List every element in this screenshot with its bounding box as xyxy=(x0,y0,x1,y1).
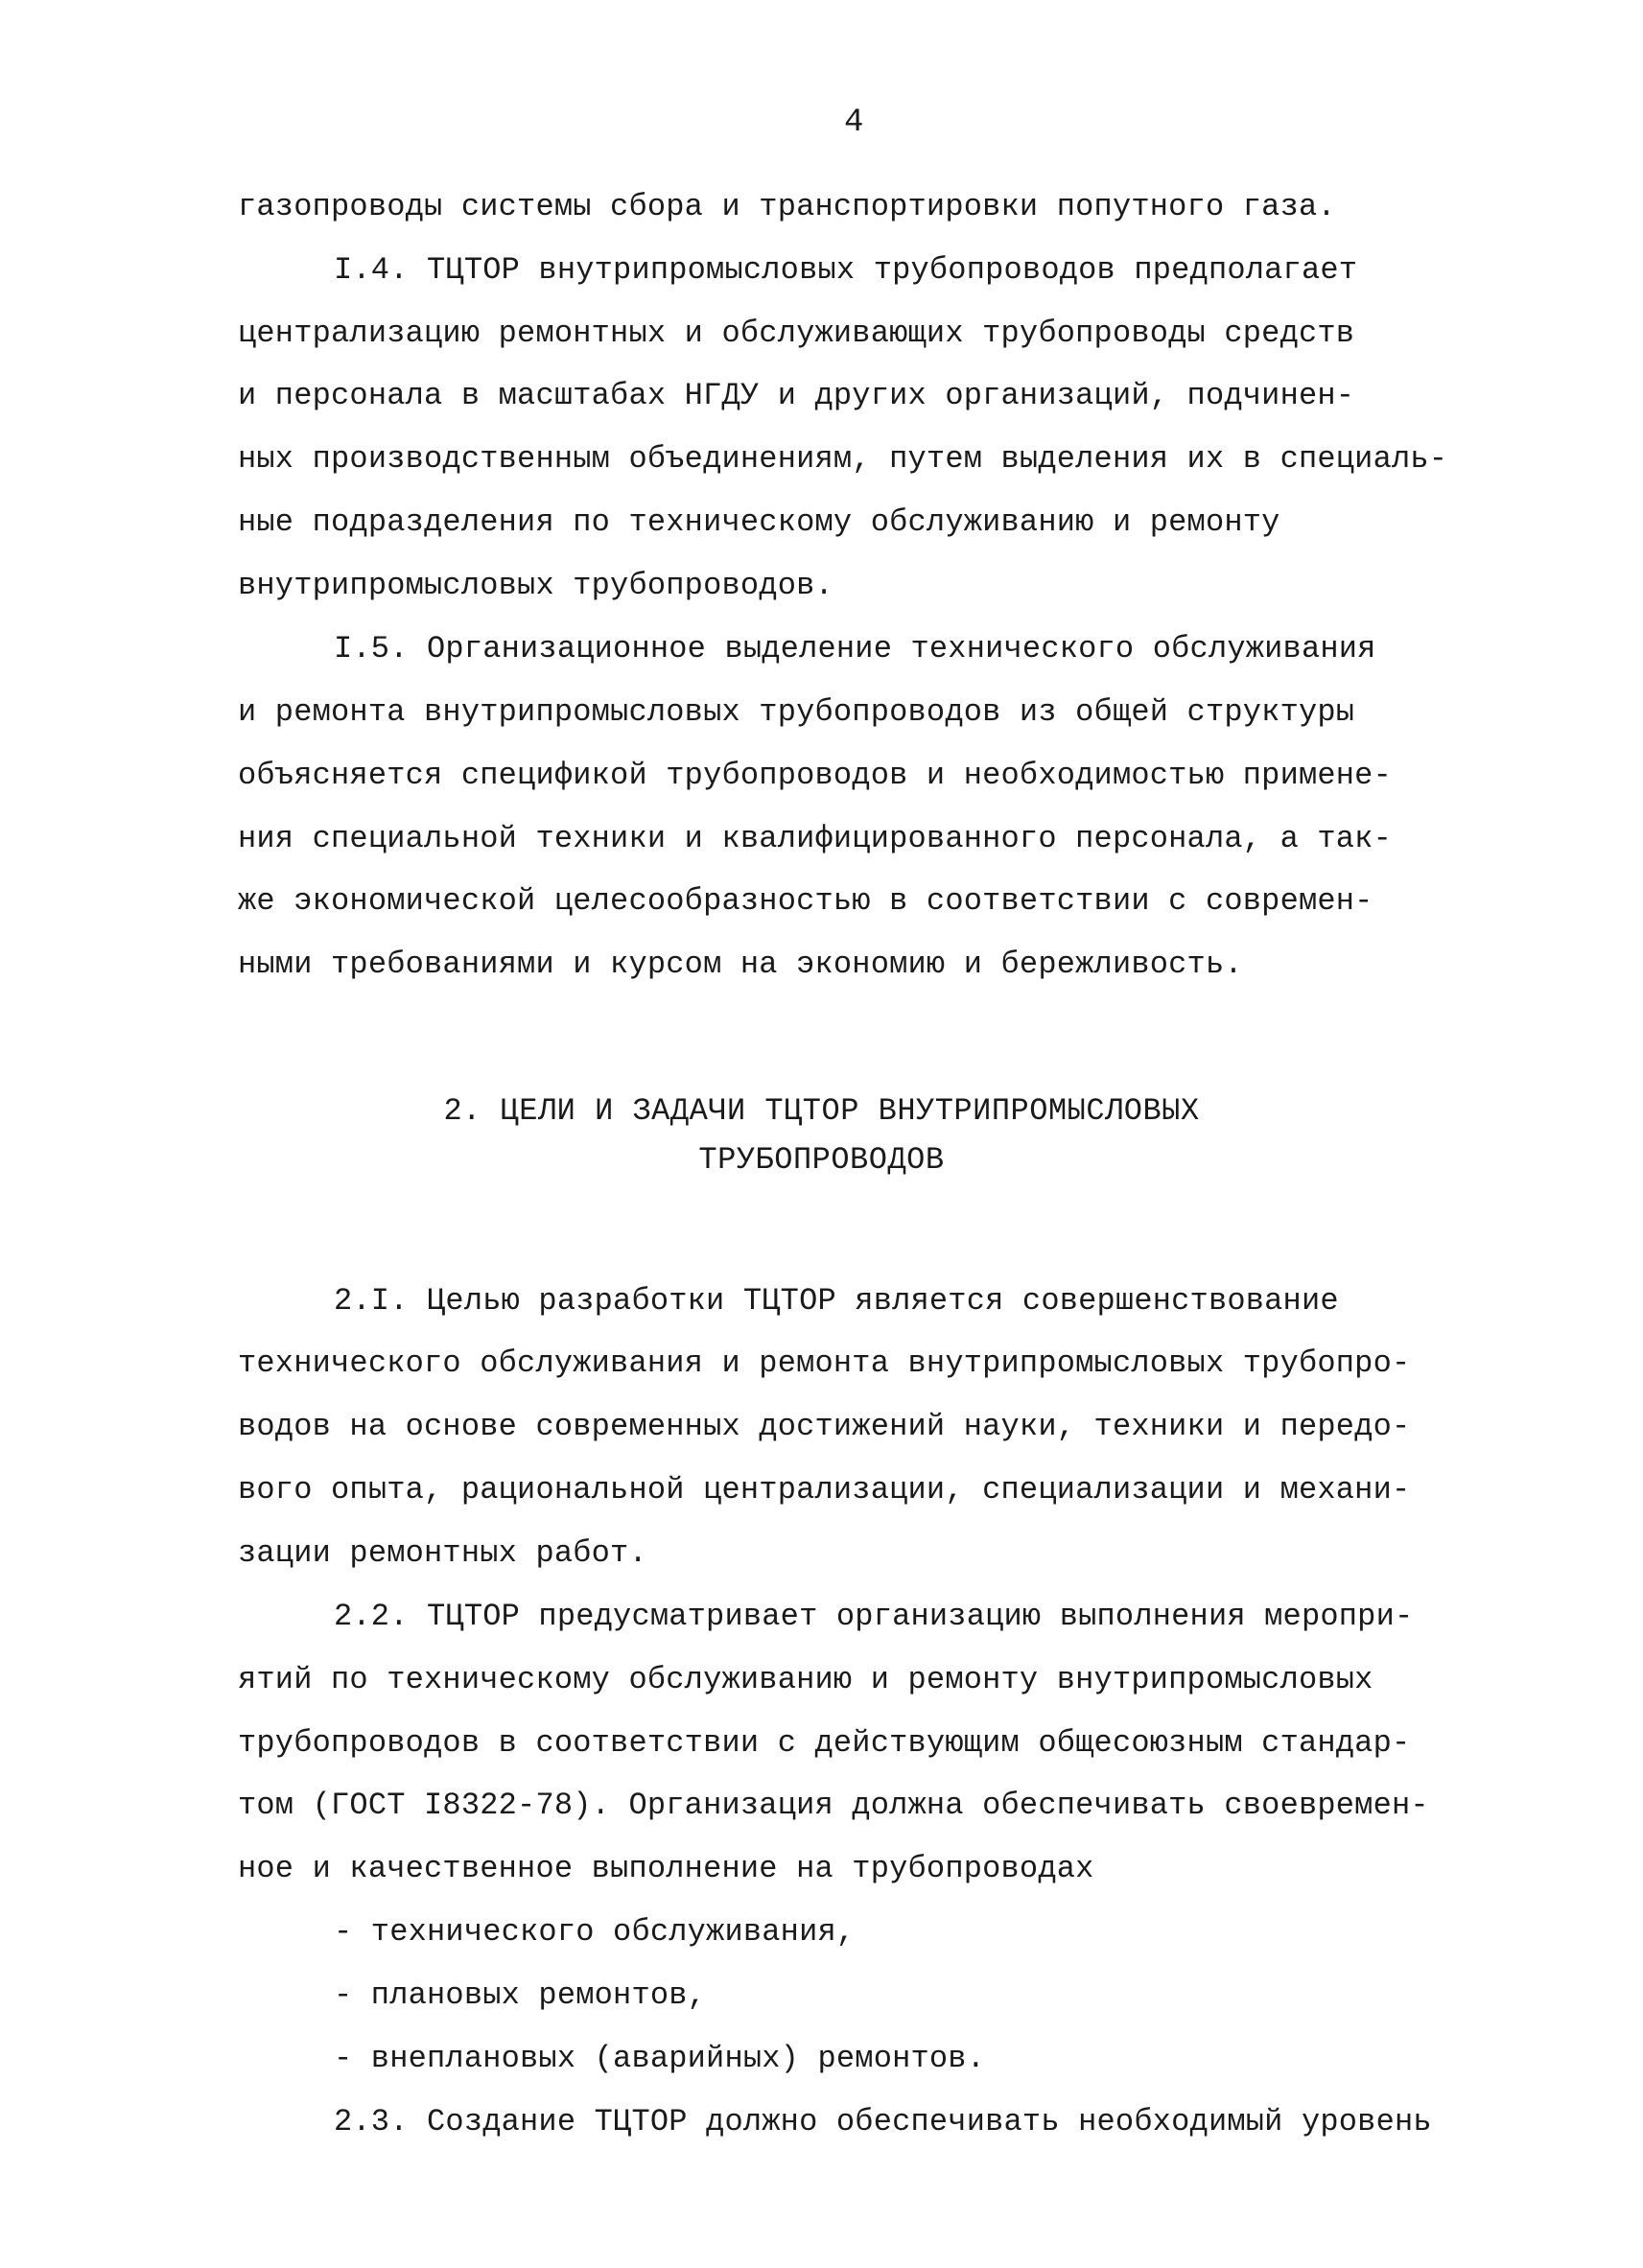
paragraph-2-1-line: водов на основе современных достижений науки, техники и передо- xyxy=(238,1409,1411,1444)
list-item: - внеплановых (аварийных) ремонтов. xyxy=(334,2041,986,2076)
list-item: - плановых ремонтов, xyxy=(334,1977,707,2013)
text-line: газопроводы системы сбора и транспортировки попутного газа. xyxy=(238,189,1336,224)
paragraph-2-3-line: 2.3. Создание ТЦТОР должно обеспечивать необходимый уровень xyxy=(334,2104,1432,2139)
paragraph-2-1-line: 2.I. Целью разработки ТЦТОР является совершенствование xyxy=(334,1283,1339,1319)
paragraph-2-1-line: технического обслуживания и ремонта внутрипромысловых трубопро- xyxy=(238,1345,1411,1381)
paragraph-1-4-line: I.4. ТЦТОР внутрипромысловых трубопроводов предполагает xyxy=(334,252,1358,288)
section-heading-line: ТРУБОПРОВОДОВ xyxy=(698,1142,945,1178)
paragraph-1-5-line: ными требованиями и курсом на экономию и бережливость. xyxy=(238,947,1243,982)
paragraph-1-5-line: ния специальной техники и квалифицированного персонала, а так- xyxy=(238,821,1392,856)
paragraph-2-2-line: 2.2. ТЦТОР предусматривает организацию выполнения меропри- xyxy=(334,1599,1414,1634)
paragraph-1-4-line: централизацию ремонтных и обслуживающих трубопроводы средств xyxy=(238,316,1355,351)
paragraph-2-1-line: вого опыта, рациональной централизации, специализации и механи- xyxy=(238,1472,1411,1508)
paragraph-2-2-line: трубопроводов в соответствии с действующим общесоюзным стандар- xyxy=(238,1725,1411,1761)
paragraph-1-4-line: ных производственным объединениям, путем выделения их в специаль- xyxy=(238,441,1448,477)
paragraph-2-1-line: зации ремонтных работ. xyxy=(238,1535,647,1571)
section-heading-line: 2. ЦЕЛИ И ЗАДАЧИ ТЦТОР ВНУТРИПРОМЫСЛОВЫХ xyxy=(443,1093,1200,1129)
paragraph-2-2-line: том (ГОСТ I8322-78). Организация должна обеспечивать своевремен- xyxy=(238,1788,1429,1823)
paragraph-1-5-line: I.5. Организационное выделение технического обслуживания xyxy=(334,631,1376,666)
paragraph-2-2-line: ятий по техническому обслуживанию и ремонту внутрипромысловых xyxy=(238,1662,1373,1697)
list-item: - технического обслуживания, xyxy=(334,1914,856,1950)
paragraph-1-5-line: и ремонта внутрипромысловых трубопроводов из общей структуры xyxy=(238,694,1355,730)
paragraph-2-2-line: ное и качественное выполнение на трубопроводах xyxy=(238,1851,1094,1886)
paragraph-1-5-line: объясняется спецификой трубопроводов и необходимостью примене- xyxy=(238,758,1392,793)
page-number: 4 xyxy=(844,105,864,141)
paragraph-1-4-line: ные подразделения по техническому обслуживанию и ремонту xyxy=(238,504,1280,540)
paragraph-1-4-line: и персонала в масштабах НГДУ и других организаций, подчинен- xyxy=(238,378,1355,413)
paragraph-1-5-line: же экономической целесообразностью в соответствии с современ- xyxy=(238,883,1373,919)
paragraph-1-4-line: внутрипромысловых трубопроводов. xyxy=(238,568,833,603)
